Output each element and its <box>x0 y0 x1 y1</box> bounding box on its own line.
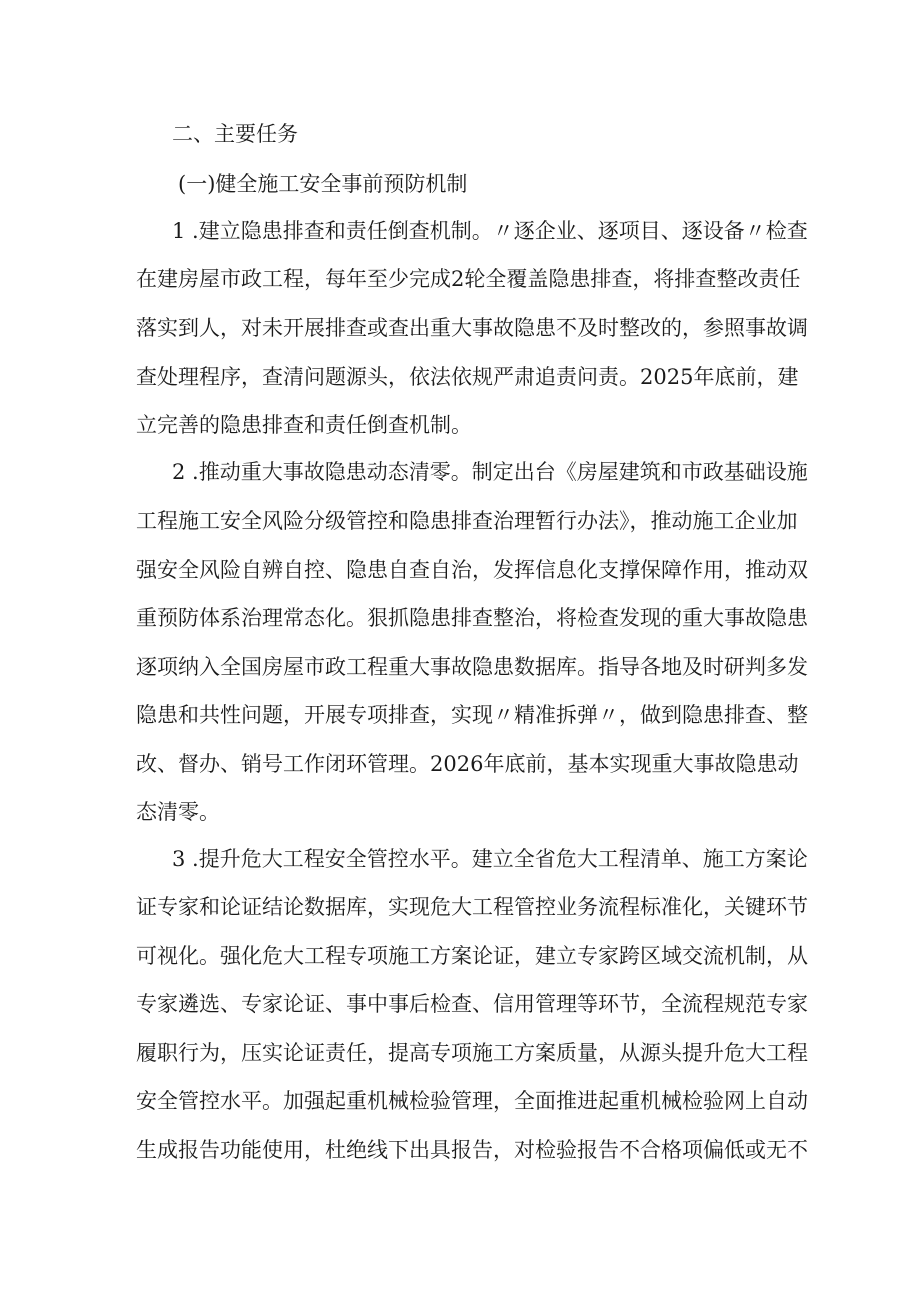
paragraph-line: 逐项纳入全国房屋市政工程重大事故隐患数据库。指导各地及时研判多发 <box>136 655 808 679</box>
paragraph-line: 立完善的隐患排查和责任倒查机制。 <box>136 413 472 437</box>
paragraph-line: 3 .提升危大工程安全管控水平。建立全省危大工程清单、施工方案论 <box>172 847 808 871</box>
paragraph-line: 专家遴选、专家论证、事中事后检查、信用管理等环节，全流程规范专家 <box>136 992 808 1016</box>
paragraph-line: 态清零。 <box>136 800 220 824</box>
paragraph-line: 改、督办、销号工作闭环管理。2026年底前，基本实现重大事故隐患动 <box>136 752 799 776</box>
paragraph-line: 履职行为，压实论证责任，提高专项施工方案质量，从源头提升危大工程 <box>136 1041 808 1065</box>
paragraph-line: 生成报告功能使用，杜绝线下出具报告，对检验报告不合格项偏低或无不 <box>136 1138 808 1162</box>
subsection-heading: (一)健全施工安全事前预防机制 <box>178 172 468 196</box>
paragraph-line: 隐患和共性问题，开展专项排查，实现〃精准拆弹〃，做到隐患排查、整 <box>136 703 808 727</box>
paragraph-line: 在建房屋市政工程，每年至少完成2轮全覆盖隐患排查，将排查整改责任 <box>136 267 801 291</box>
paragraph-line: 落实到人，对未开展排查或查出重大事故隐患不及时整改的，参照事故调 <box>136 316 808 340</box>
paragraph-line: 重预防体系治理常态化。狠抓隐患排查整治，将检查发现的重大事故隐患 <box>136 606 808 630</box>
paragraph-line: 强安全风险自辨自控、隐患自查自治，发挥信息化支撑保障作用，推动双 <box>136 558 808 582</box>
paragraph-line: 2 .推动重大事故隐患动态清零。制定出台《房屋建筑和市政基础设施 <box>172 460 808 484</box>
paragraph-line: 可视化。强化危大工程专项施工方案论证，建立专家跨区域交流机制，从 <box>136 944 808 968</box>
paragraph-line: 安全管控水平。加强起重机械检验管理，全面推进起重机械检验网上自动 <box>136 1089 808 1113</box>
section-heading: 二、主要任务 <box>172 122 298 146</box>
paragraph-line: 查处理程序，查清问题源头，依法依规严肃追责问责。2025年底前，建 <box>136 365 799 389</box>
paragraph-line: 工程施工安全风险分级管控和隐患排查治理暂行办法》，推动施工企业加 <box>136 509 798 533</box>
paragraph-line: 证专家和论证结论数据库，实现危大工程管控业务流程标准化，关键环节 <box>136 895 808 919</box>
paragraph-line: 1 .建立隐患排查和责任倒查机制。〃逐企业、逐项目、逐设备〃检查 <box>172 219 808 243</box>
